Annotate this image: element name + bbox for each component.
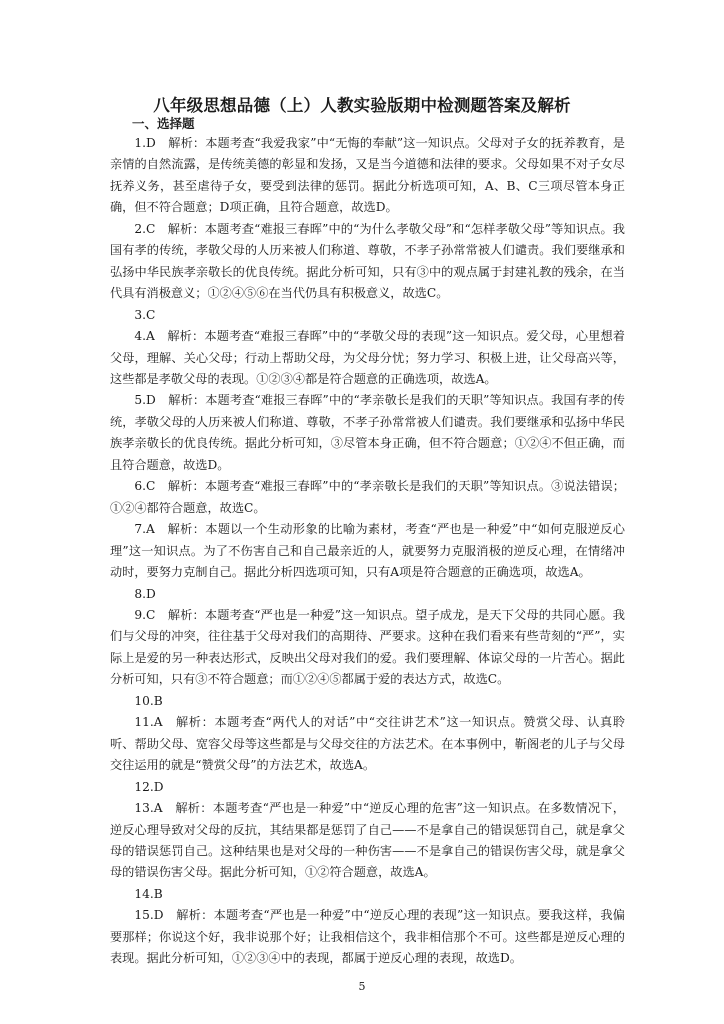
answer-item: 6.C 解析：本题考查“难报三春晖”中的“孝亲敬长是我们的天职”等知识点。③说法错误；①②④都符合题意，故选C。 [110, 479, 625, 515]
answer-item: 10.B [134, 693, 163, 708]
page-number: 5 [358, 980, 366, 993]
answer-item: 5.D 解析：本题考查“难报三春晖”中的“孝亲敬长是我们的天职”等知识点。我国有孝的传统，孝敬父母的人历来被人们称道、尊敬，不孝子孙常常被人们谴责。我们要继承和弘扬中华民族孝亲敬长的优良传统。据此分析可知，③尽管本身正确，但不符合题意；①②④不但正确，而且符合题意，故选D。 [110, 393, 625, 472]
answer-item: 12.D [134, 779, 164, 794]
answer-item: 7.A 解析：本题以一个生动形象的比喻为素材，考查“严也是一种爱”中“如何克服逆反心理”这一知识点。为了不伤害自己和自己最亲近的人，就要努力克服消极的逆反心理，在情绪冲动时，要努力克制自己。据此分析四选项可知，只有A项是符合题意的正确选项，故选A。 [110, 522, 625, 580]
answer-item: 13.A 解析：本题考查“严也是一种爱”中“逆反心理的危害”这一知识点。在多数情况下，逆反心理导致对父母的反抗，其结果都是惩罚了自己——不是拿自己的错误惩罚自己，就是拿父母的错误惩罚自己。这种结果也是对父母的一种伤害——不是拿自己的错误伤害父母，就是拿父母的错误伤害父母。据此分析可知，①②符合题意，故选A。 [110, 801, 625, 880]
answer-item: 14.B [134, 886, 163, 901]
answer-item: 8.D [134, 586, 156, 601]
answer-item: 9.C 解析：本题考查“严也是一种爱”这一知识点。望子成龙，是天下父母的共同心愿。我们与父母的冲突，往往基于父母对我们的高期待、严要求。这种在我们看来有些苛刻的“严”，实际上是爱的另一种表达形式，反映出父母对我们的爱。我们要理解、体谅父母的一片苦心。据此分析可知，只有③不符合题意；而①②④⑤都属于爱的表达方式，故选C。 [110, 607, 625, 687]
document-title: 八年级思想品德（上）人教实验版期中检测题答案及解析 [153, 96, 571, 115]
answer-list [110, 133, 625, 970]
answer-item: 4.A 解析：本题考查“难报三春晖”中的“孝敬父母的表现”这一知识点。爱父母，心里想着父母，理解、关心父母；行动上帮助父母，为父母分忧；努力学习、积极上进，让父母高兴等，这些都是孝敬父母的表现。①②③④都是符合题意的正确选项，故选A。 [110, 329, 625, 386]
answer-item: 3.C [134, 307, 156, 322]
answer-item: 15.D 解析：本题考查“严也是一种爱”中“逆反心理的表现”这一知识点。要我这样，我偏要那样；你说这个好，我非说那个好；让我相信这个，我非相信那个不可。这些都是逆反心理的表现。据此分析可知，①②③④中的表现，都属于逆反心理的表现，故选D。 [110, 908, 625, 966]
answer-item: 11.A 解析：本题考查“两代人的对话”中“交往讲艺术”这一知识点。赞赏父母、认真聆听、帮助父母、宽容父母等这些都是与父母交往的方法艺术。在本事例中，靳阁老的儿子与父母交往运用的就是“赞赏父母”的方法艺术，故选A。 [110, 715, 625, 773]
answer-item: 2.C 解析：本题考查“难报三春晖”中的“为什么孝敬父母”和“怎样孝敬父母”等知识点。我国有孝的传统，孝敬父母的人历来被人们称道、尊敬，不孝子孙常常被人们谴责。我们要继承和弘扬中华民族孝亲敬长的优良传统。据此分析可知，只有③中的观点属于封建礼教的残余，在当代具有消极意义；①②④⑤⑥在当代仍具有积极意义，故选C。 [110, 221, 625, 301]
answer-item: 1.D 解析：本题考查“我爱我家”中“无悔的奉献”这一知识点。父母对子女的抚养教育，是亲情的自然流露，是传统美德的彰显和发扬，又是当今道德和法律的要求。父母如果不对子女尽抚养义务，甚至虐待子女，要受到法律的惩罚。据此分析选项可知，A、B、C三项尽管本身正确，但不符合题意；D项正确，且符合题意，故选D。 [110, 136, 625, 215]
section-heading: 一、选择题 [132, 116, 195, 131]
